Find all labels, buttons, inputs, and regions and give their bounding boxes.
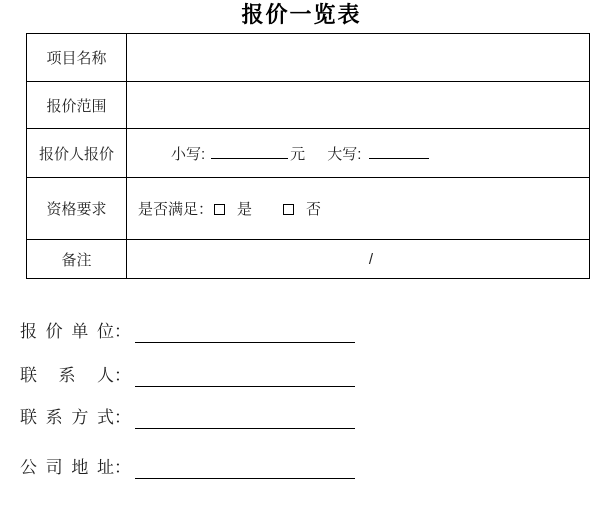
field-row-company-address	[20, 456, 355, 480]
row-label-qualification: 资格要求	[27, 178, 127, 240]
table-row-qualification	[27, 178, 590, 240]
remarks-cell[interactable]	[127, 240, 590, 279]
checkbox-yes-label: 是	[237, 201, 253, 218]
table-row-project-name	[27, 34, 590, 82]
row-label-remarks: 备注	[27, 240, 127, 279]
field-row-contact-method	[20, 406, 355, 430]
remarks-value: /	[368, 250, 374, 268]
table-row-quote-scope	[27, 82, 590, 129]
contact-method-label: 联系方式	[20, 408, 114, 427]
contact-method-colon: ：	[114, 408, 131, 427]
quote-scope-blank-cell[interactable]	[127, 82, 590, 129]
quoter-price-cell	[127, 129, 590, 178]
quoting-unit-label: 报价单位	[20, 322, 114, 341]
company-address-input-line[interactable]	[135, 456, 355, 479]
field-row-quoting-unit	[20, 320, 355, 344]
satisfied-prompt-label: 是否满足：	[138, 201, 214, 218]
row-label-quote-scope: 报价范围	[27, 82, 127, 129]
quoting-unit-input-line[interactable]	[135, 320, 355, 343]
contact-person-label: 联 系 人	[20, 366, 114, 385]
table-row-quoter-price	[27, 129, 590, 178]
checkbox-yes-icon[interactable]	[214, 204, 225, 215]
price-numerals-label: 小写:	[171, 145, 206, 163]
company-address-label: 公司地址	[20, 458, 114, 477]
contact-person-colon: ：	[114, 366, 131, 385]
company-address-colon: ：	[114, 458, 131, 477]
project-name-blank-cell[interactable]	[127, 34, 590, 82]
price-words-blank-line[interactable]	[369, 144, 429, 159]
table-row-remarks	[27, 240, 590, 279]
qualification-cell	[127, 178, 590, 240]
checkbox-no-label: 否	[306, 201, 322, 218]
quoting-unit-colon: ：	[114, 322, 131, 341]
row-label-project-name: 项目名称	[27, 34, 127, 82]
contact-person-input-line[interactable]	[135, 364, 355, 387]
field-row-contact-person	[20, 364, 355, 388]
currency-unit-label: 元	[290, 145, 306, 163]
quotation-table	[26, 33, 590, 279]
price-numerals-blank-line[interactable]	[211, 144, 288, 159]
price-words-label: 大写:	[327, 145, 362, 163]
row-label-quoter-price: 报价人报价	[27, 129, 127, 178]
checkbox-no-icon[interactable]	[283, 204, 294, 215]
contact-method-input-line[interactable]	[135, 406, 355, 429]
page-title: 报价一览表	[241, 2, 362, 27]
